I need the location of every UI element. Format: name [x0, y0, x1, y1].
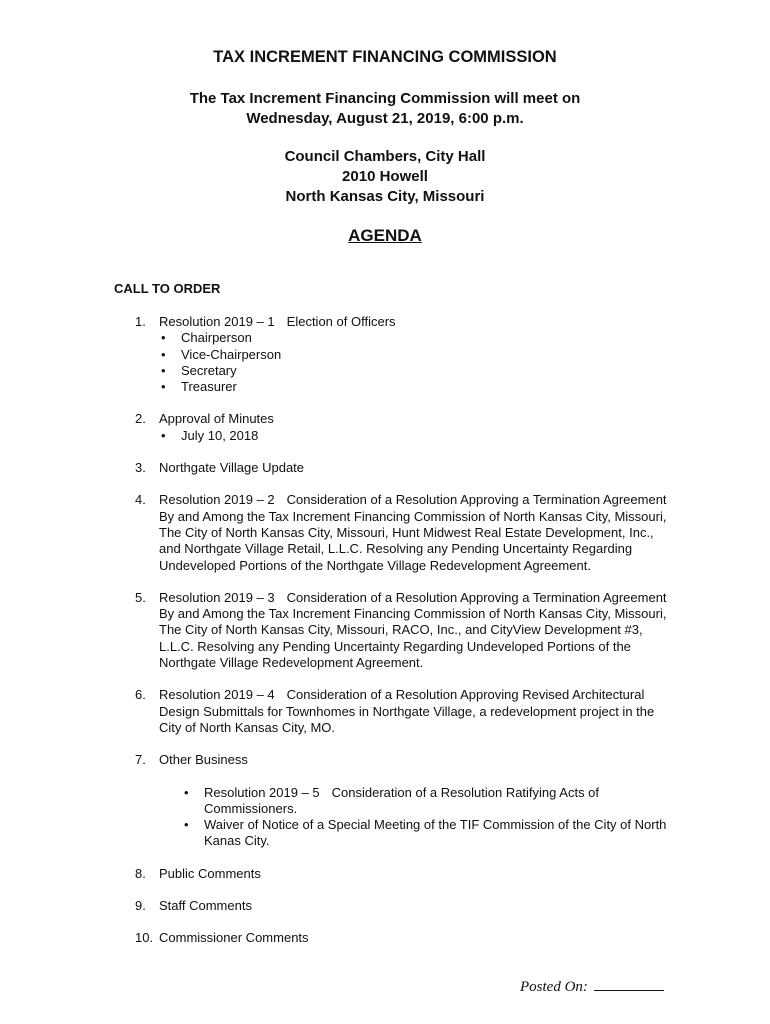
list-item: • Treasurer	[159, 379, 675, 395]
item-number: 5.	[135, 589, 146, 605]
list-item: • July 10, 2018	[159, 428, 675, 444]
minutes-list	[159, 428, 675, 444]
item-number: 6.	[135, 687, 146, 703]
agenda-item-7	[135, 752, 675, 849]
call-to-order-heading: CALL TO ORDER	[114, 281, 221, 296]
agenda-item-8	[135, 866, 675, 882]
agenda-items	[135, 314, 675, 963]
item-number: 1.	[135, 314, 146, 329]
resolution-label: Resolution 2019 – 3	[159, 589, 275, 605]
location-line3: North Kansas City, Missouri	[285, 188, 485, 205]
location-line1: Council Chambers, City Hall	[284, 148, 486, 165]
agenda-item-3	[135, 460, 675, 476]
posted-on-label: Posted On:	[520, 979, 588, 995]
other-business-list	[159, 785, 675, 850]
item-number: 7.	[135, 752, 146, 768]
document-title: TAX INCREMENT FINANCING COMMISSION	[213, 48, 557, 66]
item-number: 8.	[135, 865, 146, 881]
resolution-label: Resolution 2019 – 5	[204, 784, 320, 800]
item-description: Consideration of a Resolution Ratifying Acts of Commissioners.	[204, 784, 600, 816]
item-description: Consideration of a Resolution Approving a Termination Agreement By and Among the Tax Increment Financing Commission of North Kansas City, Missouri, The City of North Kansas City, Missouri, RACO, Inc., and CityView Development #3, L.L.C. Resolving any Pending Uncertainty Regarding Undeveloped Portions of the Northgate Village Redevelopment Agreement.	[159, 589, 667, 671]
item-description: Consideration of a Resolution Approving Revised Architectural Design Submittals for Townhomes in Northgate Village, a redevelopment project in the City of North Kansas City, MO.	[159, 687, 655, 735]
list-item	[182, 785, 675, 818]
resolution-label: Resolution 2019 – 4	[159, 687, 275, 703]
list-item: • Vice-Chairperson	[159, 347, 675, 363]
agenda-item-4	[135, 492, 675, 573]
agenda-item-10	[135, 930, 675, 946]
item-text: Commissioner Comments	[159, 930, 309, 946]
meeting-notice-line1: The Tax Increment Financing Commission will meet on	[189, 90, 581, 107]
item-number: 10.	[135, 930, 154, 946]
posted-on	[520, 978, 664, 996]
resolution-label: Resolution 2019 – 1	[159, 314, 275, 329]
location-line2: 2010 Howell	[342, 168, 428, 185]
list-item: • Secretary	[159, 363, 675, 379]
item-number: 3.	[135, 460, 146, 476]
item-number: 2.	[135, 411, 146, 427]
resolution-label: Resolution 2019 – 2	[159, 492, 275, 508]
item-description: Election of Officers	[286, 314, 396, 329]
officer-list	[159, 330, 675, 395]
agenda-item-1	[135, 314, 675, 395]
item-number: 9.	[135, 898, 146, 914]
list-item: • Waiver of Notice of a Special Meeting of the TIF Commission of the City of North Kanas City.	[182, 817, 675, 850]
item-description: Consideration of a Resolution Approving a Termination Agreement By and Among the Tax Increment Financing Commission of North Kansas City, Missouri, The City of North Kansas City, Missouri, Hunt Midwest Real Estate Development, Inc., and Northgate Village Retail, L.L.C. Resolving any Pending Uncertainty Regarding Undeveloped Portions of the Northgate Village Redevelopment Agreement.	[159, 492, 667, 573]
item-text: Public Comments	[159, 865, 261, 881]
agenda-item-6	[135, 687, 675, 736]
agenda-item-9	[135, 898, 675, 914]
agenda-item-2	[135, 411, 675, 444]
item-text: Staff Comments	[159, 898, 252, 914]
item-text: Approval of Minutes	[159, 411, 274, 427]
posted-on-blank	[594, 978, 664, 991]
agenda-heading: AGENDA	[348, 226, 422, 245]
item-text: Other Business	[159, 752, 248, 768]
list-item: • Chairperson	[159, 330, 675, 346]
item-number: 4.	[135, 492, 146, 508]
agenda-item-5	[135, 590, 675, 671]
item-text: Northgate Village Update	[159, 460, 305, 476]
meeting-notice-line2: Wednesday, August 21, 2019, 6:00 p.m.	[246, 110, 524, 127]
